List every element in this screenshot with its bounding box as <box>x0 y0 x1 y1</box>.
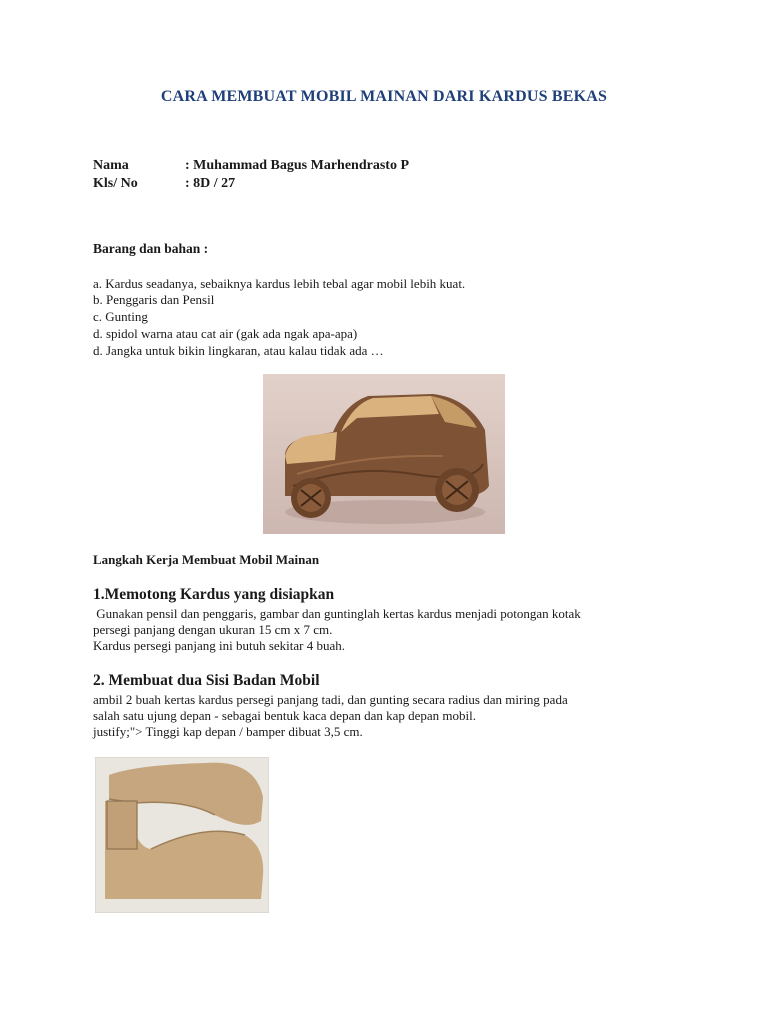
cardboard-car-photo <box>263 374 505 534</box>
material-item: a. Kardus seadanya, sebaiknya kardus lebih tebal agar mobil lebih kuat. <box>93 276 466 291</box>
info-row-class <box>93 176 235 192</box>
text-line: justify;"> Tinggi kap depan / bamper dibuat 3,5 cm. <box>93 724 363 739</box>
materials-heading: Barang dan bahan : <box>93 241 209 256</box>
material-item: b. Penggaris dan Pensil <box>93 292 215 307</box>
step1-heading: 1.Memotong Kardus yang disiapkan <box>93 586 335 603</box>
text-line: Gunakan pensil dan penggaris, gambar dan guntinglah kertas kardus menjadi potongan kotak <box>93 606 581 621</box>
step1-text <box>93 606 683 654</box>
material-item: d. Jangka untuk bikin lingkaran, atau kalau tidak ada … <box>93 343 384 358</box>
info-value: : 8D / 27 <box>185 176 236 191</box>
text-line: Kardus persegi panjang ini butuh sekitar 4 buah. <box>93 638 345 653</box>
cardboard-car-image <box>263 374 505 534</box>
info-key: Nama <box>93 158 129 173</box>
step2-text <box>93 692 683 740</box>
info-row-name <box>93 158 409 174</box>
document-title: CARA MEMBUAT MOBIL MAINAN DARI KARDUS BEKAS <box>160 88 608 105</box>
step2-heading: 2. Membuat dua Sisi Badan Mobil <box>93 672 320 689</box>
text-line: ambil 2 buah kertas kardus persegi panjang tadi, dan gunting secara radius dan miring pada <box>93 692 568 707</box>
text-line: persegi panjang dengan ukuran 15 cm x 7 cm. <box>93 622 333 637</box>
info-key: Kls/ No <box>93 176 138 191</box>
material-item: c. Gunting <box>93 309 148 324</box>
steps-heading: Langkah Kerja Membuat Mobil Mainan <box>93 552 320 567</box>
cardboard-cutouts-image <box>95 757 269 913</box>
text-line: salah satu ujung depan - sebagai bentuk kaca depan dan kap depan mobil. <box>93 708 477 723</box>
cardboard-cutouts-photo <box>95 757 269 913</box>
material-item: d. spidol warna atau cat air (gak ada ngak apa-apa) <box>93 326 358 341</box>
info-value: : Muhammad Bagus Marhendrasto P <box>185 158 410 173</box>
